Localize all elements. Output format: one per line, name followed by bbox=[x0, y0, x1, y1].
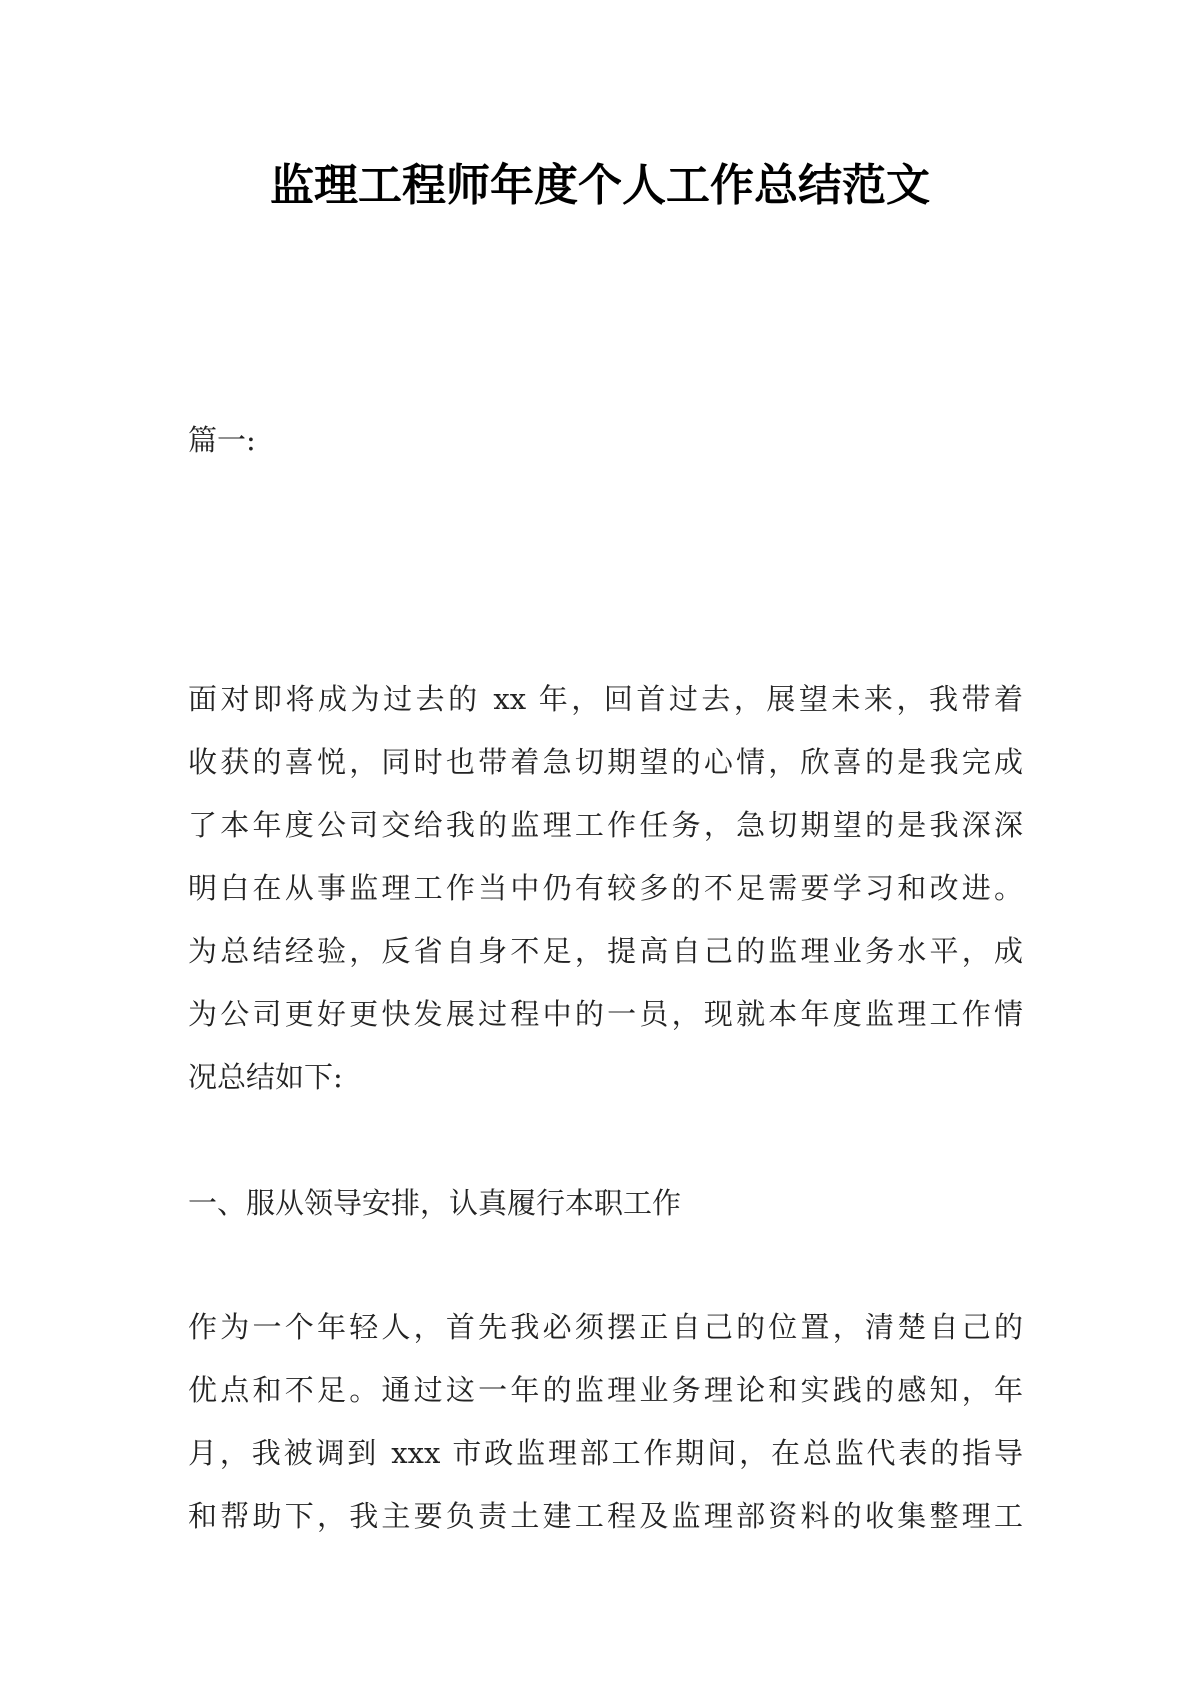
section-label: 篇一: bbox=[188, 423, 256, 457]
section-heading: 一、服从领导安排，认真履行本职工作 bbox=[188, 1186, 682, 1220]
document-title: 监理工程师年度个人工作总结范文 bbox=[270, 160, 930, 211]
body-paragraph bbox=[188, 1296, 1023, 1548]
paragraph-line: 面对即将成为过去的 xx 年，回首过去，展望未来，我带着 bbox=[188, 682, 1023, 716]
paragraph-line: 为公司更好更快发展过程中的一员，现就本年度监理工作情 bbox=[188, 997, 1023, 1031]
paragraph-line: 况总结如下: bbox=[188, 1060, 343, 1094]
paragraph-line: 和帮助下，我主要负责土建工程及监理部资料的收集整理工 bbox=[188, 1499, 1023, 1533]
paragraph-line: 为总结经验，反省自身不足，提高自己的监理业务水平，成 bbox=[188, 934, 1023, 968]
paragraph-line: 收获的喜悦，同时也带着急切期望的心情，欣喜的是我完成 bbox=[188, 745, 1023, 779]
paragraph-line: 作为一个年轻人，首先我必须摆正自己的位置，清楚自己的 bbox=[188, 1310, 1023, 1344]
paragraph-line: 月，我被调到 xxx 市政监理部工作期间，在总监代表的指导 bbox=[188, 1436, 1023, 1470]
paragraph-line: 优点和不足。通过这一年的监理业务理论和实践的感知，年 bbox=[188, 1373, 1023, 1407]
paragraph-line: 了本年度公司交给我的监理工作任务，急切期望的是我深深 bbox=[188, 808, 1023, 842]
intro-paragraph bbox=[188, 668, 1023, 1109]
paragraph-line: 明白在从事监理工作当中仍有较多的不足需要学习和改进。 bbox=[188, 871, 1023, 905]
